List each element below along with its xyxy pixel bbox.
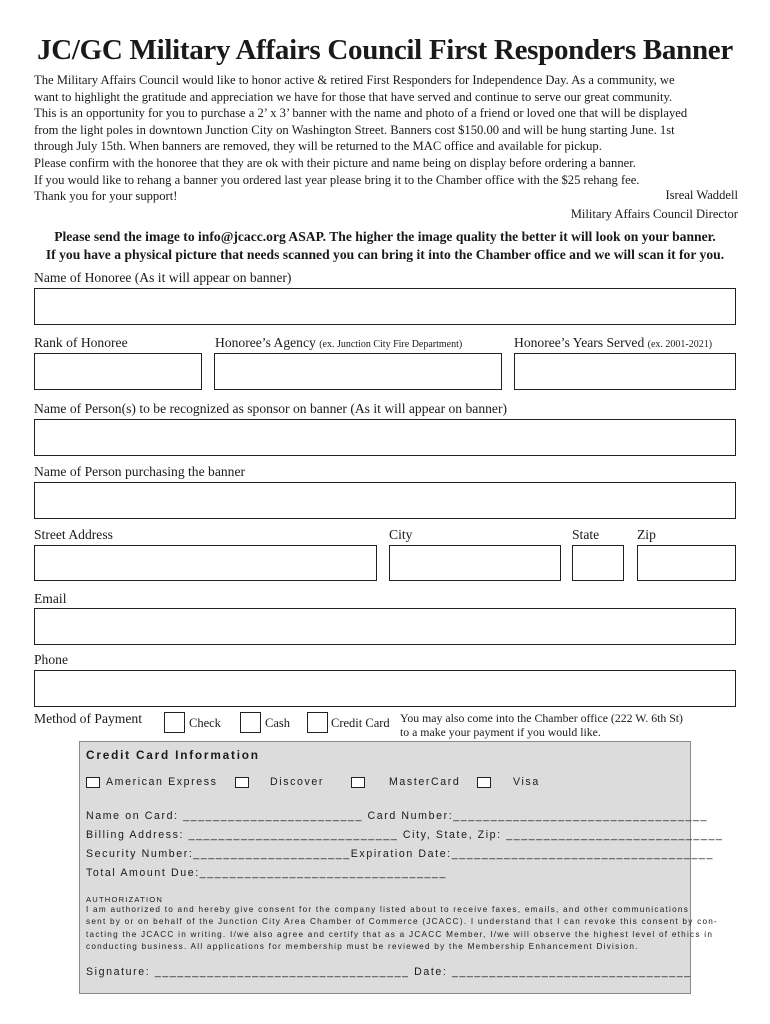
intro-line: This is an opportunity for you to purchase a 2’ x 3’ banner with the name and photo of a friend or loved one that will be displayed (34, 106, 688, 121)
signature-date-line[interactable]: Signature: __________________________________ Date: ________________________________ (86, 966, 692, 978)
city-field[interactable] (389, 545, 561, 581)
state-label: State (572, 527, 600, 542)
intro-line: through July 15th. When banners are removed, they will be returned to the MAC office and available for pickup. (34, 139, 602, 154)
mastercard-label: MasterCard (389, 776, 461, 788)
payment-method-label: Method of Payment (34, 711, 142, 726)
state-field[interactable] (572, 545, 624, 581)
rank-label: Rank of Honoree (34, 335, 128, 350)
credit-card-label: Credit Card (331, 716, 390, 730)
email-field[interactable] (34, 608, 736, 645)
agency-hint: (ex. Junction City Fire Department) (319, 339, 463, 350)
authorization-heading: AUTHORIZATION (86, 895, 164, 904)
email-label: Email (34, 591, 67, 606)
credit-card-panel (79, 741, 724, 994)
phone-field[interactable] (34, 670, 736, 707)
payment-note-line2: to a make your payment if you would like. (400, 724, 601, 739)
purchaser-label: Name of Person purchasing the banner (34, 464, 246, 479)
agency-field[interactable] (214, 353, 502, 390)
years-served-field[interactable] (514, 353, 736, 390)
authorization-line: tacting the JCACC in writing. I/we also agree and certify that as a JCACC Member, I/we will observe the highest level of ethics in (86, 929, 714, 939)
city-label: City (389, 527, 413, 542)
billing-address-line[interactable]: Billing Address: ____________________________ City, State, Zip: _____________________________ (86, 829, 724, 841)
authorization-line: sent by or on behalf of the Junction City Area Chamber of Commerce (JCACC). I understand that I can revoke this consent by con- (86, 917, 719, 927)
check-checkbox[interactable] (164, 712, 185, 733)
phone-label: Phone (34, 652, 68, 667)
intro-line: The Military Affairs Council would like to honor active & retired First Responders for Independence Day. As a community, we (34, 73, 675, 87)
authorization-line: I am authorized to and hereby give consent for the company listed about to receive faxes, emails, and other communications (86, 905, 690, 914)
intro-line: Please confirm with the honoree that they are ok with their picture and name being on display before ordering a banner. (34, 156, 636, 170)
image-notice-line2: If you have a physical picture that needs scanned you can bring it into the Chamber office and we will scan it for you. (45, 247, 725, 262)
american-express-checkbox[interactable] (86, 777, 100, 788)
years-served-hint: (ex. 2001-2021) (647, 339, 713, 350)
street-address-label: Street Address (34, 527, 113, 542)
street-address-field[interactable] (34, 545, 377, 581)
agency-label: Honoree’s Agency (215, 335, 316, 350)
visa-checkbox[interactable] (477, 777, 491, 788)
credit-card-title: Credit Card Information (86, 748, 260, 762)
sponsor-label: Name of Person(s) to be recognized as sponsor on banner (As it will appear on banner) (34, 401, 507, 416)
mastercard-checkbox[interactable] (351, 777, 365, 788)
total-amount-line[interactable]: Total Amount Due:_________________________________ (86, 867, 447, 879)
american-express-label: American Express (106, 776, 218, 788)
image-notice-line1: Please send the image to info@jcacc.org ASAP. The higher the image quality the better it will look on your banner. (54, 229, 716, 244)
zip-field[interactable] (637, 545, 736, 581)
credit-card-checkbox[interactable] (307, 712, 328, 733)
discover-checkbox[interactable] (235, 777, 249, 788)
security-expiration-line[interactable]: Security Number:_____________________Expiration Date:___________________________________ (86, 848, 714, 860)
years-served-label: Honoree’s Years Served (514, 335, 645, 350)
cash-checkbox[interactable] (240, 712, 261, 733)
check-label: Check (189, 716, 221, 730)
intro-line: want to highlight the gratitude and appreciation we have for those that have served and continue to serve our great community. (34, 89, 673, 104)
payment-note (400, 712, 683, 739)
zip-label: Zip (637, 527, 656, 542)
honoree-name-label: Name of Honoree (As it will appear on banner) (34, 270, 292, 285)
honoree-name-field[interactable] (34, 288, 736, 325)
discover-label: Discover (270, 776, 325, 788)
authorization-line: conducting business. All applications for membership must be reviewed by the Membership Enhancement Division. (86, 942, 639, 952)
intro-line: from the light poles in downtown Junction City on Washington Street. Banners cost $150.00 and will be hung starting June. 1st (34, 122, 675, 137)
rank-field[interactable] (34, 353, 202, 390)
intro-line: Thank you for your support! (34, 189, 178, 204)
name-card-number-line[interactable]: Name on Card: ________________________ Card Number:__________________________________ (86, 810, 708, 822)
signer-name: Isreal Waddell (665, 188, 738, 203)
visa-label: Visa (513, 776, 540, 788)
intro-line: If you would like to rehang a banner you ordered last year please bring it to the Chamber office with the $25 rehang fee. (34, 172, 640, 187)
cash-label: Cash (265, 716, 290, 730)
purchaser-field[interactable] (34, 482, 736, 519)
payment-note-line1: You may also come into the Chamber office (222 W. 6th St) (400, 711, 683, 725)
page-title: JC/GC Military Affairs Council First Responders Banner (37, 34, 733, 66)
signer-title: Military Affairs Council Director (570, 207, 738, 221)
sponsor-field[interactable] (34, 419, 736, 456)
